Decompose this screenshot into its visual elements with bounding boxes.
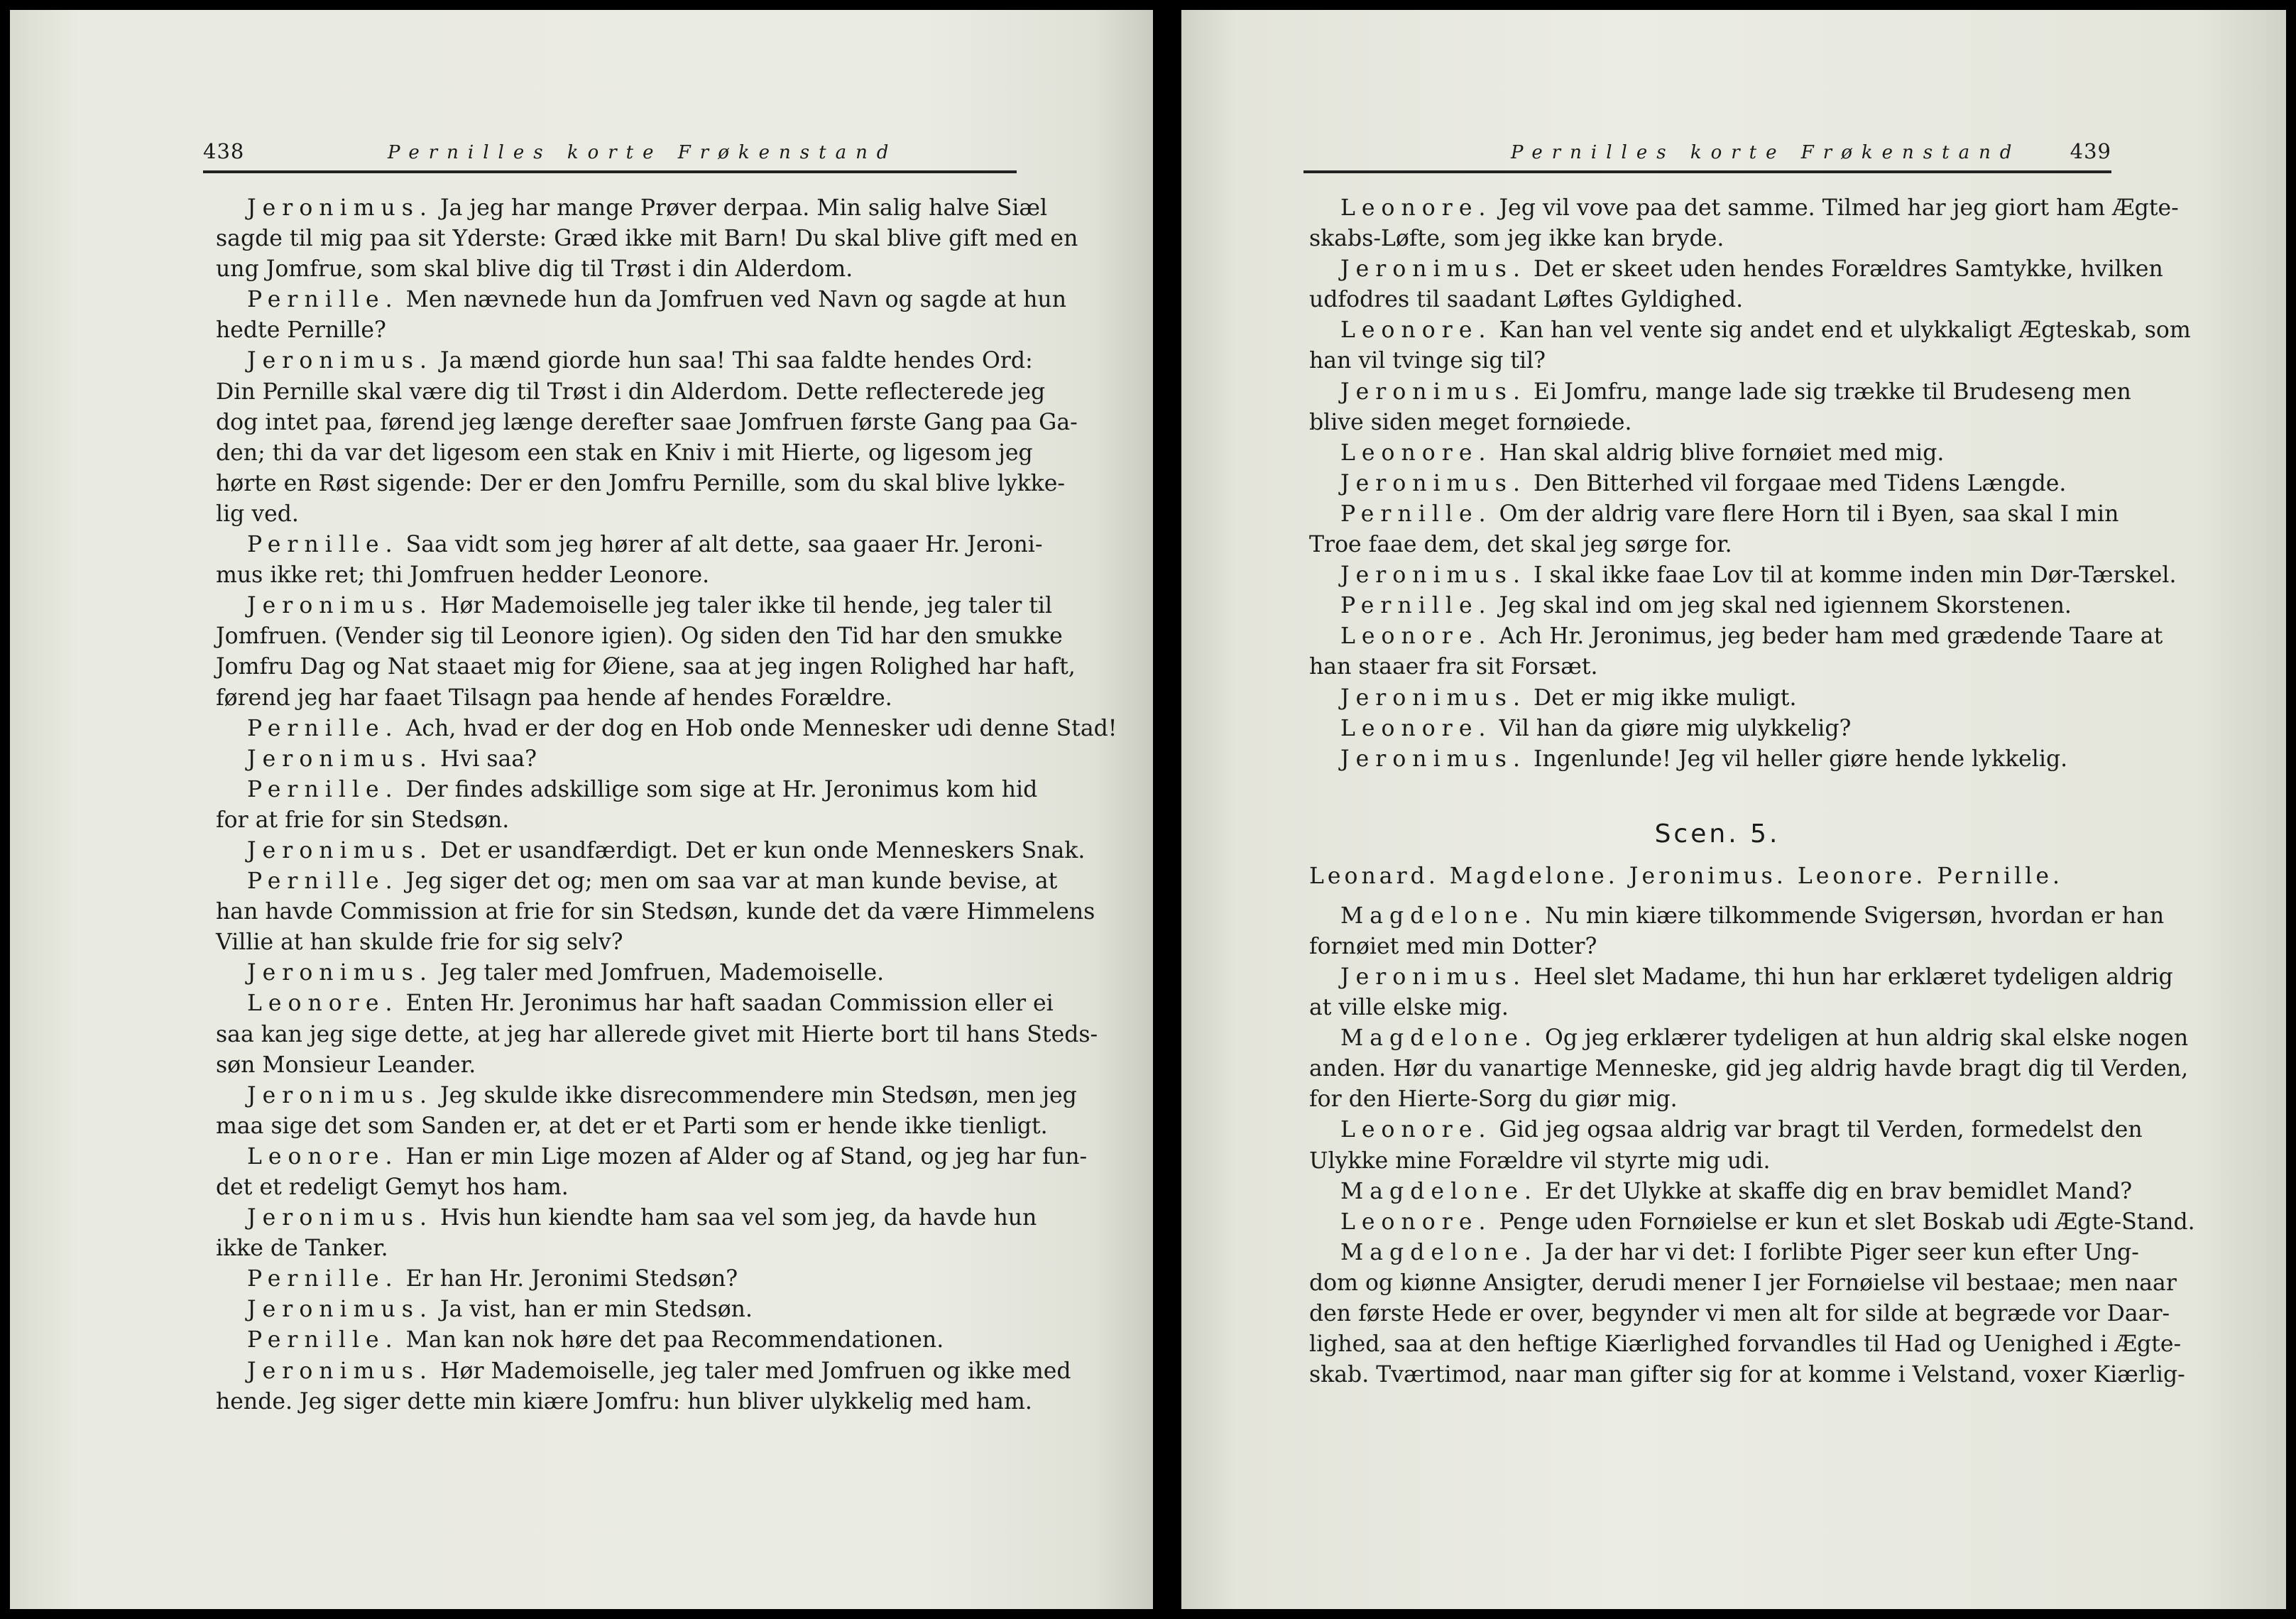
line-text: Ach, hvad er der dog en Hob onde Mennesker udi denne Stad! bbox=[405, 715, 1117, 741]
line-text: han vil tvinge sig til? bbox=[1309, 348, 1546, 374]
text-line bbox=[216, 408, 1117, 438]
text-line bbox=[1309, 1268, 2195, 1299]
line-text: Ja vist, han er min Stedsøn. bbox=[440, 1297, 753, 1323]
text-line bbox=[1309, 932, 2195, 962]
line-text: Ach Hr. Jeronimus, jeg beder ham med grædende Taare at bbox=[1499, 623, 2163, 650]
text-line bbox=[1309, 993, 2195, 1023]
text-line bbox=[216, 1203, 1117, 1233]
speaker-name: Jeronimus. bbox=[1340, 470, 1526, 496]
text-line bbox=[1309, 901, 2195, 932]
right-dialogue-before-scene bbox=[1309, 193, 2195, 775]
text-line bbox=[1309, 499, 2195, 530]
left-page-header bbox=[203, 132, 1017, 173]
line-text: skab. Tværtimod, naar man gifter sig for at komme i Velstand, voxer Kiærlig- bbox=[1309, 1362, 2185, 1388]
line-text: Og jeg erklærer tydeligen at hun aldrig skal elske nogen bbox=[1545, 1025, 2189, 1052]
text-line bbox=[216, 1142, 1117, 1172]
right-page bbox=[1181, 10, 2286, 1609]
speaker-name: Jeronimus. bbox=[247, 195, 433, 221]
text-line bbox=[216, 805, 1117, 836]
line-text: Der findes adskillige som sige at Hr. Jeronimus kom hid bbox=[405, 776, 1038, 802]
line-text: Jeg vil vove paa det samme. Tilmed har jeg giort ham Ægte- bbox=[1499, 195, 2179, 221]
speaker-name: Leonore. bbox=[1340, 195, 1492, 221]
speaker-name: Leonore. bbox=[247, 1143, 399, 1170]
text-line bbox=[1309, 408, 2195, 438]
speaker-name: Jeronimus. bbox=[247, 1297, 433, 1323]
text-line bbox=[1309, 1146, 2195, 1177]
right-dialogue-after-scene bbox=[1309, 901, 2195, 1391]
text-line bbox=[216, 1233, 1117, 1264]
line-text: Din Pernille skal være dig til Trøst i din Alderdom. Dette reflecterede jeg bbox=[216, 378, 1046, 405]
line-text: hedte Pernille? bbox=[216, 317, 386, 344]
text-line bbox=[216, 1325, 1117, 1356]
text-line bbox=[216, 469, 1117, 499]
line-text: sagde til mig paa sit Yderste: Græd ikke mit Barn! Du skal blive gift med en bbox=[216, 226, 1078, 252]
line-text: Nu min kiære tilkommende Svigersøn, hvordan er han bbox=[1545, 903, 2165, 929]
line-text: den; thi da var det ligesom een stak en Kniv i mit Hierte, og ligesom jeg bbox=[216, 440, 1033, 466]
line-text: hørte en Røst sigende: Der er den Jomfru Pernille, som du skal blive lykke- bbox=[216, 470, 1066, 496]
text-line bbox=[216, 1172, 1117, 1203]
text-line bbox=[216, 714, 1117, 744]
text-line bbox=[216, 744, 1117, 775]
speaker-name: Pernille. bbox=[247, 1266, 399, 1292]
line-text: Troe faae dem, det skal jeg sørge for. bbox=[1309, 532, 1732, 558]
line-text: Hør Mademoiselle jeg taler ikke til hende, jeg taler til bbox=[440, 593, 1053, 619]
speaker-name: Leonore. bbox=[1340, 715, 1492, 741]
text-line bbox=[1309, 1238, 2195, 1268]
speaker-name: Jeronimus. bbox=[247, 1082, 433, 1108]
text-line bbox=[1309, 652, 2195, 682]
text-line bbox=[1309, 683, 2195, 714]
left-page bbox=[10, 10, 1153, 1609]
line-text: Enten Hr. Jeronimus har haft saadan Commission eller ei bbox=[405, 991, 1054, 1017]
speaker-name: Jeronimus. bbox=[1340, 562, 1526, 589]
speaker-name: Pernille. bbox=[1340, 593, 1492, 619]
line-text: den første Hede er over, begynder vi men alt for silde at begræde vor Daar- bbox=[1309, 1301, 2170, 1326]
speaker-name: Leonore. bbox=[1340, 1209, 1492, 1235]
text-line bbox=[1309, 254, 2195, 285]
text-line bbox=[1309, 1207, 2195, 1238]
line-text: Hør Mademoiselle, jeg taler med Jomfruen og ikke med bbox=[440, 1358, 1071, 1384]
speaker-name: Leonore. bbox=[1340, 317, 1492, 344]
line-text: ung Jomfrue, som skal blive dig til Trøst i din Alderdom. bbox=[216, 256, 853, 283]
text-line bbox=[216, 1294, 1117, 1325]
text-line bbox=[1309, 1177, 2195, 1207]
text-line bbox=[1309, 1084, 2195, 1115]
line-text: Jomfruen. (Vender sig til Leonore igien). Og siden den Tid har den smukke bbox=[216, 623, 1063, 650]
line-text: Man kan nok høre det paa Recommendationen. bbox=[405, 1327, 944, 1353]
line-text: Ja mænd giorde hun saa! Thi saa faldte hendes Ord: bbox=[440, 348, 1033, 374]
line-text: Kan han vel vente sig andet end et ulykkaligt Ægteskab, som bbox=[1499, 317, 2191, 344]
text-line bbox=[216, 193, 1117, 224]
speaker-name: Pernille. bbox=[247, 776, 399, 802]
speaker-name: Jeronimus. bbox=[247, 348, 433, 374]
speaker-name: Jeronimus. bbox=[1340, 685, 1526, 711]
scene-cast-line: Leonard. Magdelone. Jeronimus. Leonore. Pernille. bbox=[1309, 863, 2063, 889]
line-text: Hvis hun kiendte ham saa vel som jeg, da havde hun bbox=[440, 1205, 1037, 1231]
line-text: dom og kiønne Ansigter, derudi mener I jer Fornøielse vil bestaae; men naar bbox=[1309, 1270, 2177, 1296]
text-line bbox=[1309, 1329, 2195, 1360]
text-line bbox=[1309, 560, 2195, 591]
line-text: Det er skeet uden hendes Forældres Samtykke, hvilken bbox=[1534, 256, 2163, 283]
line-text: det et redeligt Gemyt hos ham. bbox=[216, 1174, 569, 1200]
text-line bbox=[1309, 315, 2195, 346]
text-line bbox=[1309, 530, 2195, 560]
right-running-head: Pernilles korte Frøkenstand bbox=[1511, 142, 2021, 163]
speaker-name: Jeronimus. bbox=[247, 746, 433, 772]
line-text: saa kan jeg sige dette, at jeg har allerede givet mit Hierte bort til hans Steds- bbox=[216, 1021, 1098, 1047]
line-text: fornøiet med min Dotter? bbox=[1309, 933, 1597, 959]
text-line bbox=[216, 530, 1117, 560]
speaker-name: Jeronimus. bbox=[1340, 378, 1526, 405]
line-text: hende. Jeg siger dette min kiære Jomfru: hun bliver ulykkelig med ham. bbox=[216, 1388, 1032, 1414]
text-line bbox=[216, 438, 1117, 469]
text-line bbox=[1309, 591, 2195, 621]
text-line bbox=[1309, 962, 2195, 993]
text-line bbox=[1309, 744, 2195, 775]
text-line bbox=[1309, 1360, 2195, 1390]
text-line bbox=[216, 1111, 1117, 1142]
line-text: Han skal aldrig blive fornøiet med mig. bbox=[1499, 440, 1945, 466]
line-text: for at frie for sin Stedsøn. bbox=[216, 807, 510, 833]
line-text: Om der aldrig vare flere Horn til i Byen, saa skal I min bbox=[1499, 501, 2119, 527]
line-text: Ja jeg har mange Prøver derpaa. Min salig halve Siæl bbox=[440, 195, 1048, 221]
text-line bbox=[216, 377, 1117, 408]
line-text: Det er mig ikke muligt. bbox=[1534, 685, 1797, 711]
left-running-head: Pernilles korte Frøkenstand bbox=[388, 142, 898, 163]
text-line bbox=[1309, 714, 2195, 744]
speaker-name: Jeronimus. bbox=[247, 1205, 433, 1231]
line-text: lighed, saa at den heftige Kiærlighed forvandles til Had og Uenighed i Ægte- bbox=[1309, 1331, 2182, 1358]
text-line bbox=[216, 988, 1117, 1019]
line-text: skabs-Løfte, som jeg ikke kan bryde. bbox=[1309, 226, 1724, 252]
line-text: Penge uden Fornøielse er kun et slet Boskab udi Ægte-Stand. bbox=[1499, 1209, 2195, 1235]
speaker-name: Pernille. bbox=[247, 868, 399, 895]
text-line bbox=[216, 958, 1117, 988]
line-text: ikke de Tanker. bbox=[216, 1236, 388, 1262]
text-line bbox=[1309, 377, 2195, 408]
speaker-name: Magdelone. bbox=[1340, 1239, 1538, 1265]
text-line bbox=[216, 866, 1117, 897]
line-text: Villie at han skulde frie for sig selv? bbox=[216, 930, 623, 956]
line-text: Jeg siger det og; men om saa var at man kunde bevise, at bbox=[405, 868, 1058, 895]
speaker-name: Pernille. bbox=[247, 287, 399, 313]
line-text: Ulykke mine Forældre vil styrte mig udi. bbox=[1309, 1148, 1771, 1174]
book-spine bbox=[1153, 0, 1181, 1619]
line-text: blive siden meget fornøiede. bbox=[1309, 409, 1632, 435]
speaker-name: Jeronimus. bbox=[1340, 256, 1526, 283]
text-line bbox=[216, 1387, 1117, 1417]
speaker-name: Pernille. bbox=[247, 532, 399, 558]
speaker-name: Pernille. bbox=[1340, 501, 1492, 527]
text-line bbox=[216, 683, 1117, 714]
speaker-name: Magdelone. bbox=[1340, 903, 1538, 929]
speaker-name: Pernille. bbox=[247, 715, 399, 741]
text-line bbox=[1309, 1115, 2195, 1145]
text-line bbox=[216, 560, 1117, 591]
line-text: førend jeg har faaet Tilsagn paa hende af hendes Forældre. bbox=[216, 685, 892, 711]
line-text: Det er usandfærdigt. Det er kun onde Menneskers Snak. bbox=[440, 837, 1086, 863]
line-text: Vil han da giøre mig ulykkelig? bbox=[1499, 715, 1852, 741]
line-text: at ville elske mig. bbox=[1309, 995, 1509, 1021]
line-text: Den Bitterhed vil forgaae med Tidens Længde. bbox=[1534, 470, 2067, 496]
line-text: Ja der har vi det: I forlibte Piger seer kun efter Ung- bbox=[1545, 1239, 2139, 1265]
line-text: han staaer fra sit Forsæt. bbox=[1309, 654, 1598, 680]
text-line bbox=[216, 897, 1117, 927]
line-text: mus ikke ret; thi Jomfruen hedder Leonore. bbox=[216, 562, 710, 589]
speaker-name: Leonore. bbox=[247, 991, 399, 1017]
speaker-name: Leonore. bbox=[1340, 1117, 1492, 1143]
line-text: Han er min Lige mozen af Alder og af Stand, og jeg har fun- bbox=[405, 1143, 1088, 1170]
text-line bbox=[216, 1050, 1117, 1081]
text-line bbox=[216, 315, 1117, 346]
right-page-text bbox=[1309, 193, 2195, 1390]
line-text: Jeg taler med Jomfruen, Mademoiselle. bbox=[440, 960, 885, 986]
text-line bbox=[216, 346, 1117, 376]
line-text: Jeg skal ind om jeg skal ned igiennem Skorstenen. bbox=[1499, 593, 2072, 619]
speaker-name: Jeronimus. bbox=[247, 960, 433, 986]
speaker-name: Jeronimus. bbox=[1340, 964, 1526, 990]
line-text: Jomfru Dag og Nat staaet mig for Øiene, saa at jeg ingen Rolighed har haft, bbox=[216, 654, 1076, 680]
line-text: Er det Ulykke at skaffe dig en brav bemidlet Mand? bbox=[1545, 1178, 2133, 1204]
text-line bbox=[1309, 1023, 2195, 1054]
text-line bbox=[1309, 346, 2195, 376]
line-text: Ei Jomfru, mange lade sig trække til Brudeseng men bbox=[1534, 378, 2131, 405]
text-line bbox=[216, 254, 1117, 285]
text-line bbox=[216, 1356, 1117, 1387]
line-text: Men nævnede hun da Jomfruen ved Navn og sagde at hun bbox=[405, 287, 1066, 313]
text-line bbox=[1309, 438, 2195, 469]
line-text: Hvi saa? bbox=[440, 746, 537, 772]
left-page-number: 438 bbox=[203, 139, 245, 163]
line-text: søn Monsieur Leander. bbox=[216, 1052, 476, 1078]
speaker-name: Jeronimus. bbox=[247, 593, 433, 619]
text-line bbox=[216, 285, 1117, 315]
speaker-name: Leonore. bbox=[1340, 623, 1492, 650]
speaker-name: Magdelone. bbox=[1340, 1178, 1538, 1204]
text-line bbox=[1309, 1299, 2195, 1329]
line-text: I skal ikke faae Lov til at komme inden min Dør-Tærskel. bbox=[1534, 562, 2177, 589]
text-line bbox=[216, 1020, 1117, 1050]
speaker-name: Jeronimus. bbox=[1340, 746, 1526, 772]
text-line bbox=[216, 775, 1117, 805]
text-line bbox=[1309, 469, 2195, 499]
text-line bbox=[216, 499, 1117, 530]
text-line bbox=[216, 591, 1117, 621]
text-line bbox=[1309, 1054, 2195, 1084]
text-line bbox=[216, 836, 1117, 866]
text-line bbox=[216, 927, 1117, 958]
line-text: dog intet paa, førend jeg længe derefter saae Jomfruen første Gang paa Ga- bbox=[216, 409, 1078, 435]
text-line bbox=[1309, 621, 2195, 652]
text-line bbox=[216, 621, 1117, 652]
speaker-name: Leonore. bbox=[1340, 440, 1492, 466]
line-text: anden. Hør du vanartige Menneske, gid jeg aldrig havde bragt dig til Verden, bbox=[1309, 1056, 2189, 1082]
line-text: Saa vidt som jeg hører af alt dette, saa gaaer Hr. Jeroni- bbox=[405, 532, 1043, 558]
text-line bbox=[1309, 285, 2195, 315]
text-line bbox=[216, 1081, 1117, 1111]
right-page-number: 439 bbox=[2070, 139, 2111, 163]
text-line bbox=[1309, 193, 2195, 224]
line-text: lig ved. bbox=[216, 501, 299, 527]
line-text: maa sige det som Sanden er, at det er et Parti som er hende ikke tienligt. bbox=[216, 1113, 1048, 1139]
speaker-name: Jeronimus. bbox=[247, 1358, 433, 1384]
line-text: Heel slet Madame, thi hun har erklæret tydeligen aldrig bbox=[1534, 964, 2173, 990]
speaker-name: Magdelone. bbox=[1340, 1025, 1538, 1052]
speaker-name: Jeronimus. bbox=[247, 837, 433, 863]
line-text: Ingenlunde! Jeg vil heller giøre hende lykkelig. bbox=[1534, 746, 2068, 772]
line-text: Gid jeg ogsaa aldrig var bragt til Verden, formedelst den bbox=[1499, 1117, 2143, 1143]
text-line bbox=[216, 224, 1117, 254]
line-text: udfodres til saadant Løftes Gyldighed. bbox=[1309, 287, 1744, 313]
speaker-name: Pernille. bbox=[247, 1327, 399, 1353]
scene-heading: Scen. 5. bbox=[1654, 819, 1781, 849]
text-line bbox=[1309, 224, 2195, 254]
right-page-header bbox=[1303, 132, 2111, 173]
text-line bbox=[216, 1264, 1117, 1294]
line-text: for den Hierte-Sorg du giør mig. bbox=[1309, 1086, 1678, 1113]
text-line bbox=[216, 652, 1117, 682]
line-text: Jeg skulde ikke disrecommendere min Stedsøn, men jeg bbox=[440, 1082, 1077, 1108]
line-text: han havde Commission at frie for sin Stedsøn, kunde det da være Himmelens bbox=[216, 899, 1095, 925]
left-page-text bbox=[216, 193, 1117, 1417]
line-text: Er han Hr. Jeronimi Stedsøn? bbox=[405, 1266, 738, 1292]
